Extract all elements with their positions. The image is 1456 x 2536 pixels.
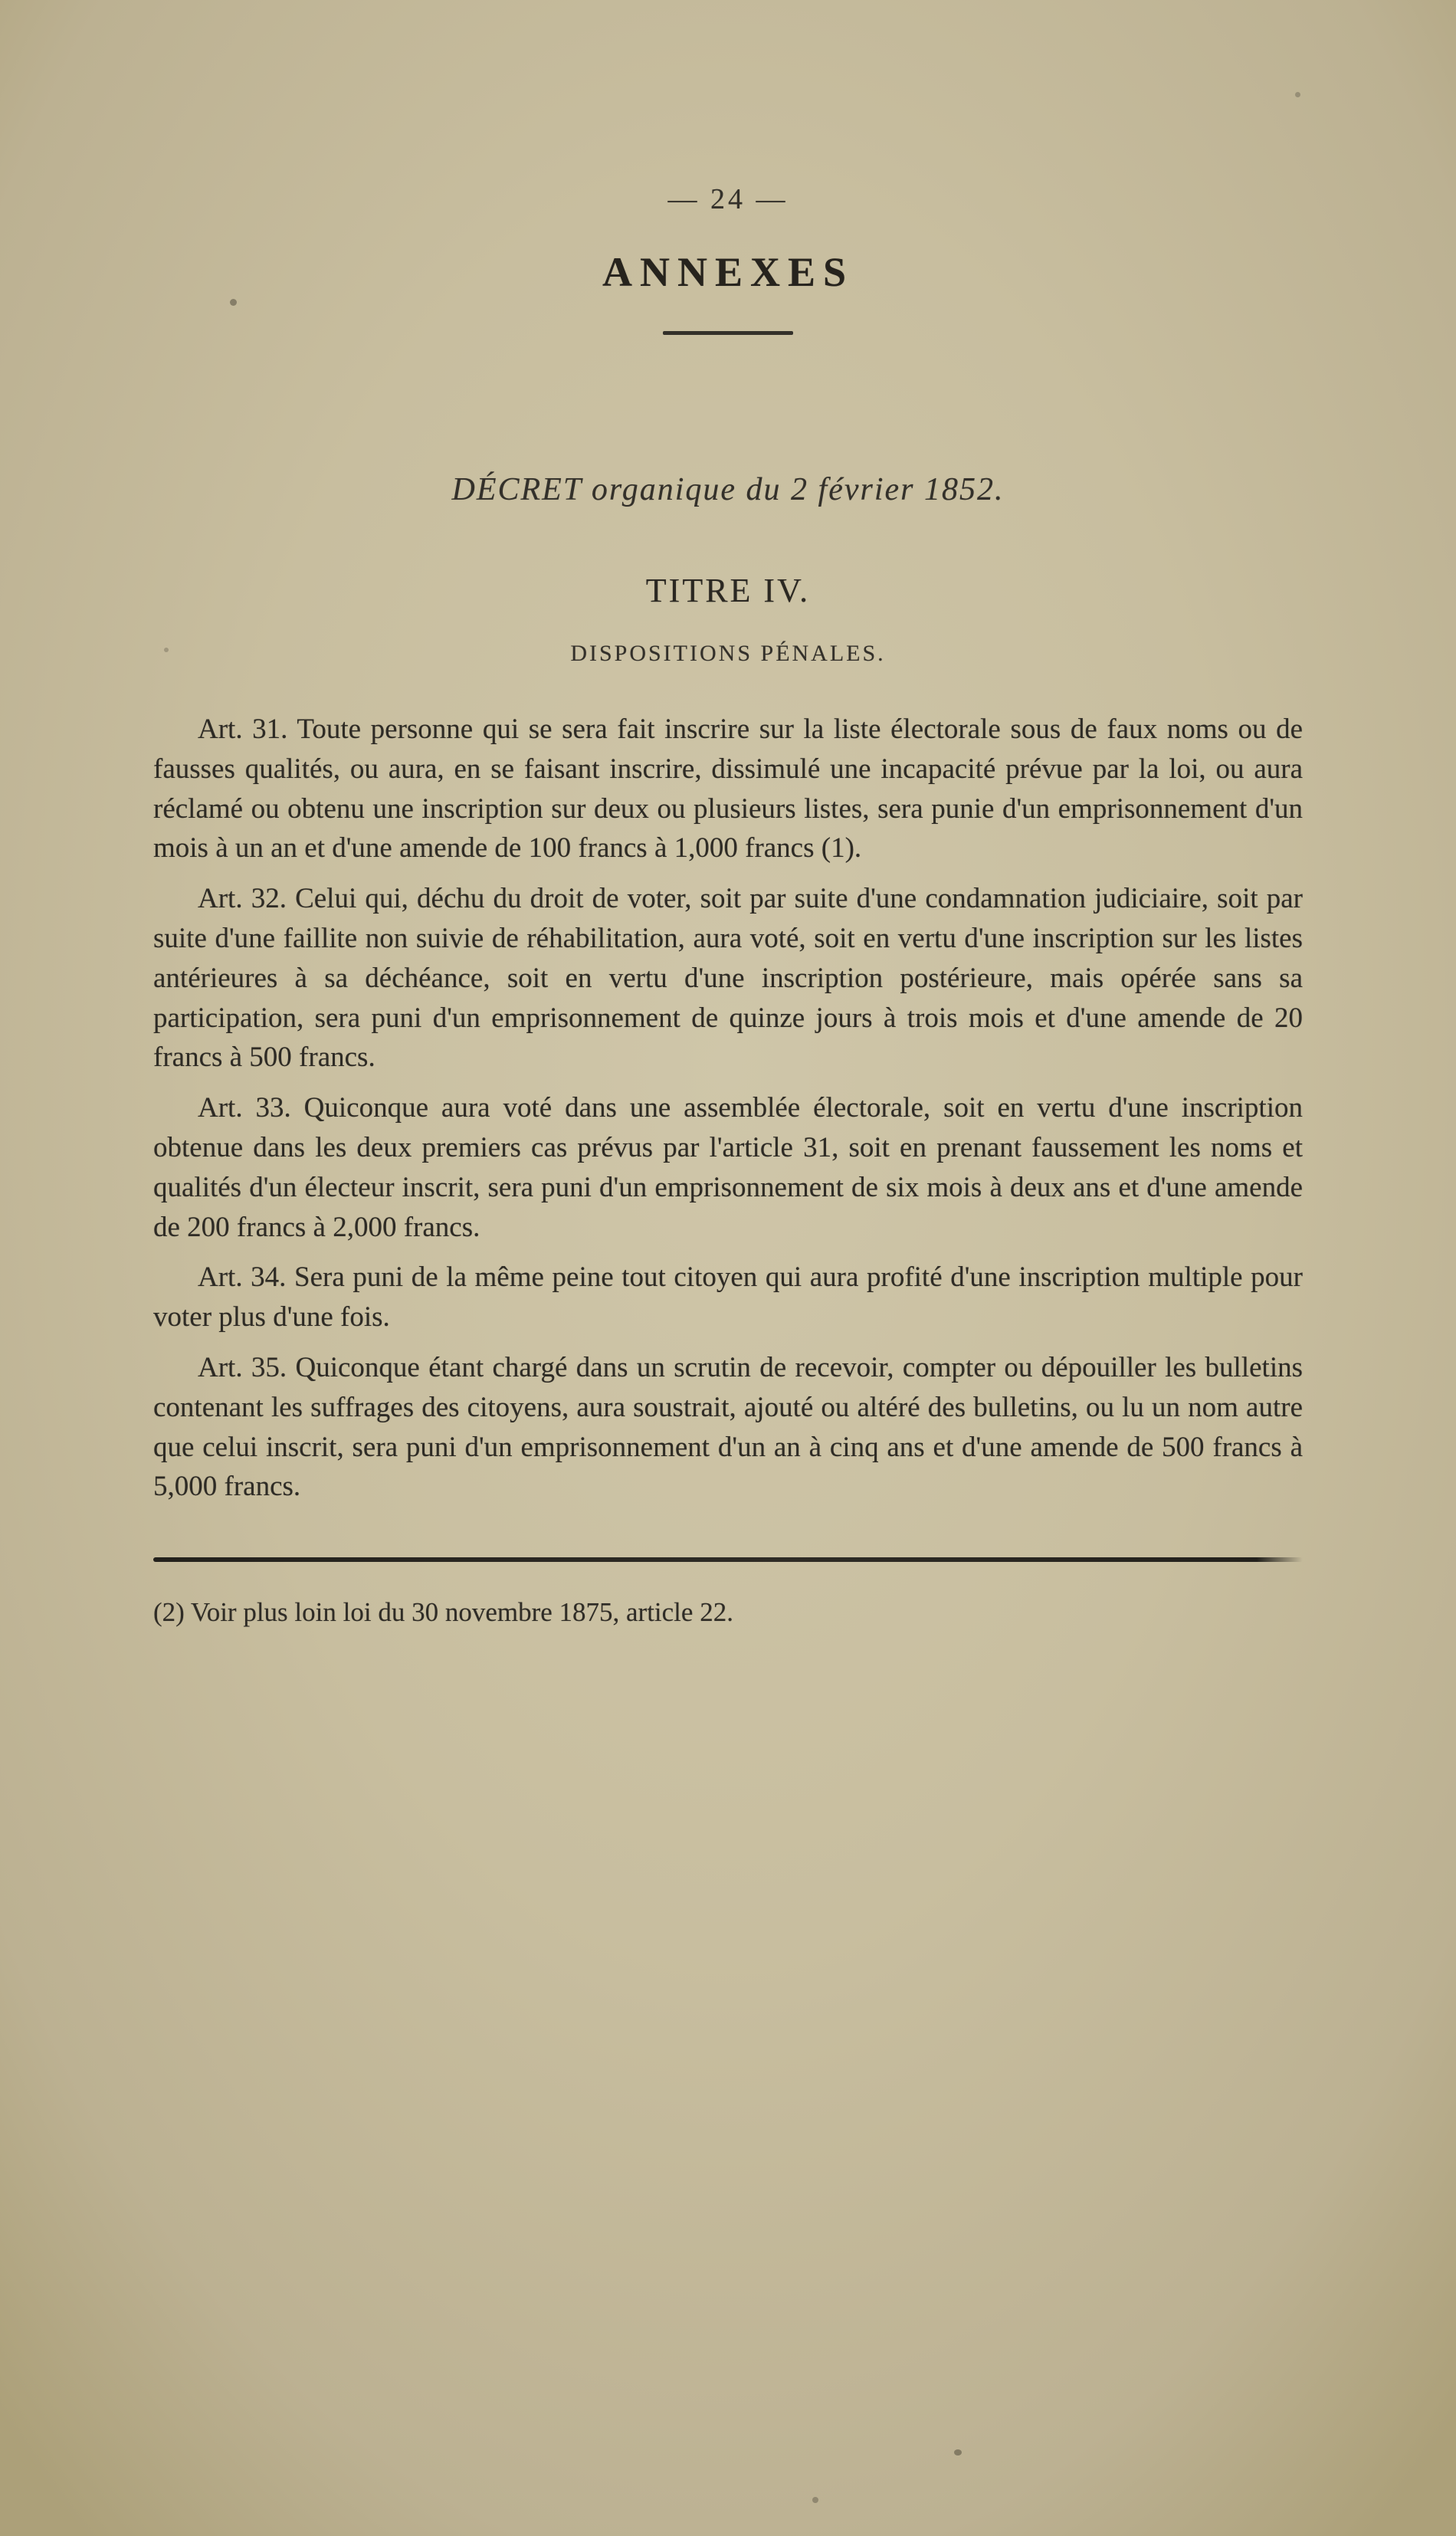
article-paragraph-32: Art. 32. Celui qui, déchu du droit de voter, soit par suite d'une condamnation judiciaire, soit par suite d'une faillite non suivie de réhabilitation, aura voté, soit en vertu d'une inscription sur les listes antérieures à sa déchéance, soit en vertu d'une inscription postérieure, mais opérée sans sa participation, sera puni d'un emprisonnement de quinze jours à trois mois et d'une amende de 20 francs à 500 francs. xyxy=(153,883,1303,1074)
article-paragraph-35: Art. 35. Quiconque étant chargé dans un scrutin de recevoir, compter ou dépouiller les bulletins contenant les suffrages des citoyens, aura soustrait, ajouté ou altéré des bulletins, ou lu un nom autre que celui inscrit, sera puni d'un emprisonnement d'un an à cinq ans et d'une amende de 500 francs à 5,000 francs. xyxy=(153,1351,1303,1503)
articles-body xyxy=(153,710,1303,1507)
title-divider-rule xyxy=(663,331,793,335)
page-number: — 24 — xyxy=(667,183,789,215)
article-paragraph-31: Art. 31. Toute personne qui se sera fait inscrire sur la liste électorale sous de faux noms ou de fausses qualités, ou aura, en se faisant inscrire, dissimulé une incapacité prévue par la loi, ou aura réclamé ou obtenu une inscription sur deux ou plusieurs listes, sera punie d'un emprisonnement d'un mois à un an et d'une amende de 100 francs à 1,000 francs (1). xyxy=(153,714,1303,864)
section-title: TITRE IV. xyxy=(645,572,811,609)
scan-speckle xyxy=(1295,92,1300,97)
page-sheet xyxy=(153,0,1303,1630)
scan-speckle xyxy=(812,2497,818,2503)
article-paragraph-34: Art. 34. Sera puni de la même peine tout citoyen qui aura profité d'une inscription multiple pour voter plus d'une fois. xyxy=(153,1261,1303,1334)
decree-heading: DÉCRET organique du 2 février 1852. xyxy=(451,472,1005,507)
scan-speckle xyxy=(954,2449,962,2456)
scan-speckle xyxy=(164,648,169,652)
section-subtitle: DISPOSITIONS PÉNALES. xyxy=(570,641,886,666)
document-title: ANNEXES xyxy=(602,249,854,295)
footnote-text: (2) Voir plus loin loi du 30 novembre 1875, article 22. xyxy=(153,1597,733,1628)
scan-speckle xyxy=(230,299,237,306)
footnote-divider-rule xyxy=(153,1557,1303,1562)
article-paragraph-33: Art. 33. Quiconque aura voté dans une assemblée électorale, soit en vertu d'une inscription obtenue dans les deux premiers cas prévus par l'article 31, soit en prenant faussement les noms et qualités d'un électeur inscrit, sera puni d'un emprisonnement de six mois à deux ans et d'une amende de 200 francs à 2,000 francs. xyxy=(153,1092,1303,1243)
